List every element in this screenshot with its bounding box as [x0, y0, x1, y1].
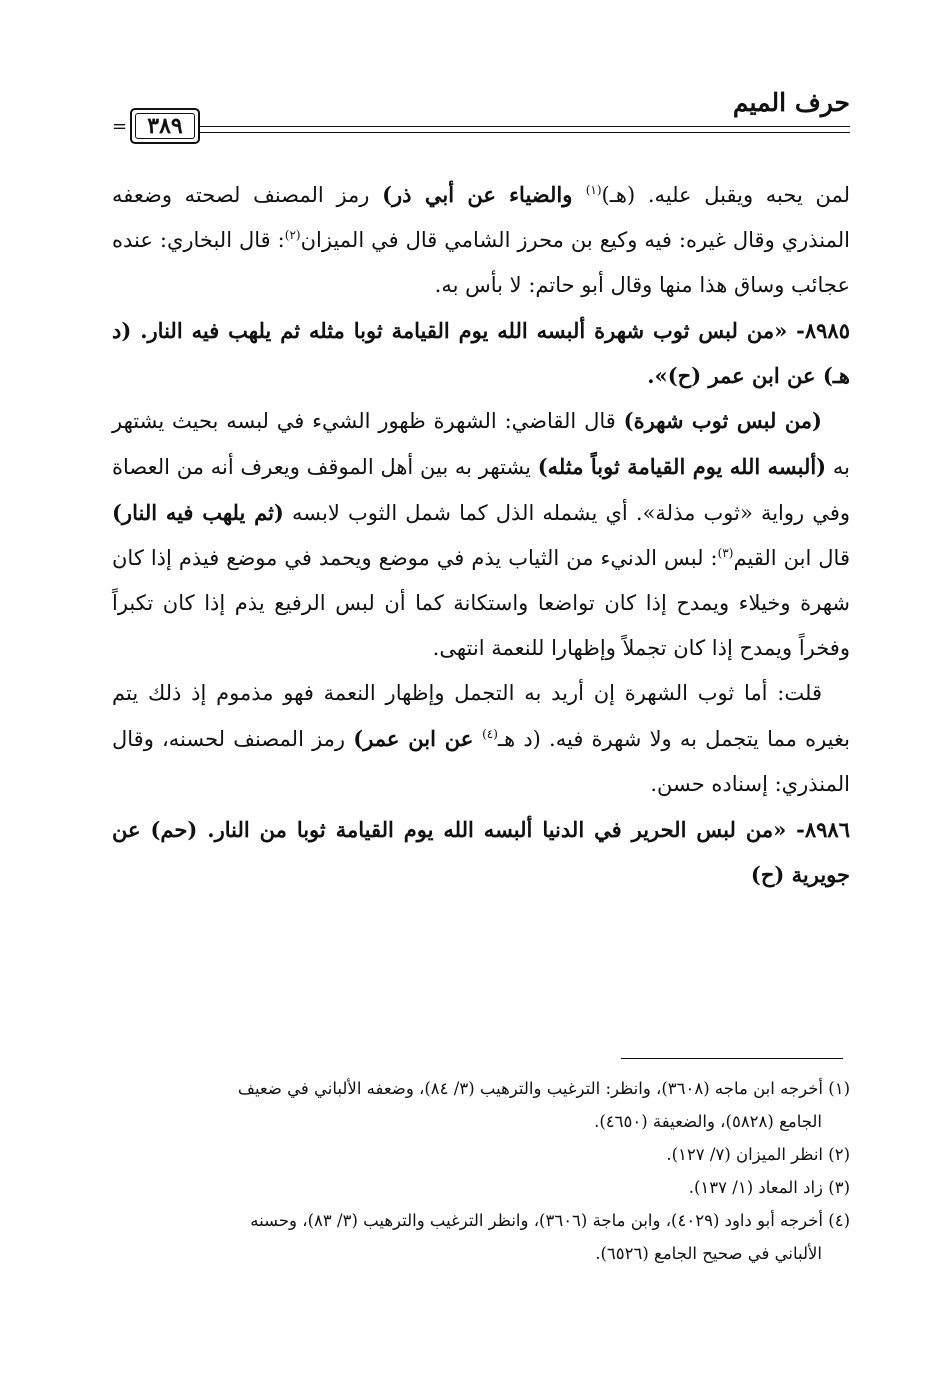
text-run: يشتهر به بين أهل الموقف ويعرف أنه من العصاة وفي رواية «ثوب مذلة». أي يشمله الذل كما شمل الثوب لابسه — [112, 455, 850, 525]
text-run: رمز المصنف لصحته وضعفه المنذري وقال غيره: فيه وكيع بن محرز الشامي قال في الميزان — [112, 183, 850, 252]
footnote-text: الجامع (٥٨٢٨)، والضعيفة (٤٦٥٠). — [594, 1112, 822, 1131]
footnotes — [112, 1072, 850, 1270]
footnote-3: (٣) زاد المعاد (١/ ١٣٧). — [688, 1178, 850, 1197]
footnote-2: (٢) انظر الميزان (٧/ ١٢٧). — [666, 1145, 850, 1164]
header-equals-mark: = — [112, 116, 128, 137]
paragraph-1 — [112, 172, 850, 308]
text-run: : لبس الدنيء من الثياب يذم في موضع ويحمد في موضع فيذم إذا كان شهرة وخيلاء ويمدح إذا كان تواضعا واستكانة كما أن لبس الرفيع يذم إذا كان تكبراً وفخراً ويمدح إذا كان تجملاً وإظهارا للنعمة انتهى. — [112, 546, 850, 660]
text-run: لمن يحبه ويقبل عليه. (هـ) — [601, 183, 850, 207]
main-text — [112, 172, 850, 897]
bold-run: (ثم يلهب فيه النار) — [112, 500, 284, 525]
footnote-ref: (١) — [585, 183, 602, 197]
page-number-box — [130, 108, 200, 144]
chapter-title: حرف الميم — [732, 88, 850, 117]
bold-run: (من لبس ثوب شهرة) — [623, 408, 822, 433]
hadith-8986: ٨٩٨٦- «من لبس الحرير في الدنيا ألبسه الله يوم القيامة ثوبا من النار. (حم) عن جويرية (ح) — [112, 817, 850, 887]
footnote-4 — [112, 1204, 850, 1270]
footnote-separator — [621, 1058, 843, 1059]
hadith-8985: ٨٩٨٥- «من لبس ثوب شهرة ألبسه الله يوم القيامة ثوبا مثله ثم يلهب فيه النار. (د هـ) عن ابن عمر (ح)». — [112, 318, 850, 388]
text-run: رمز المصنف لحسنه، وقال المنذري: إسناده حسن. — [112, 727, 850, 796]
page-header — [112, 82, 850, 152]
text-run: قلت: أما ثوب الشهرة إن أريد به التجمل وإظهار النعمة فهو مذموم إذ ذلك يتم بغيره مما يتجمل به ولا شهرة فيه. (د هـ — [112, 681, 850, 751]
bold-run: (ألبسه الله يوم القيامة ثوباً مثله) — [537, 454, 827, 479]
header-rule-bottom — [200, 132, 850, 133]
footnote-text: الألباني في صحيح الجامع (٦٥٢٦). — [595, 1244, 822, 1263]
bold-run: والضياء عن أبي ذر) — [382, 182, 586, 207]
footnote-text: (٤) أخرجه أبو داود (٤٠٢٩)، وابن ماجة (٣٦٠٦)، وانظر الترغيب والترهيب (٣/ ٨٣)، وحسنه — [250, 1211, 850, 1230]
header-double-rule — [200, 126, 850, 133]
footnote-1 — [112, 1072, 850, 1138]
paragraph-3 — [112, 671, 850, 807]
paragraph-2 — [112, 398, 850, 671]
footnote-ref: (٣) — [717, 546, 734, 560]
text-run: : قال البخاري: عنده عجائب وساق هذا منها وقال أبو حاتم: لا بأس به. — [112, 228, 850, 297]
footnote-ref: (٢) — [284, 228, 301, 242]
footnote-ref: (٤) — [482, 727, 498, 741]
page-number: ٣٨٩ — [147, 113, 183, 139]
text-run: قال ابن القيم — [733, 546, 850, 570]
footnote-text: (١) أخرجه ابن ماجه (٣٦٠٨)، وانظر: الترغيب والترهيب (٣/ ٨٤)، وضعفه الألباني في ضعيف — [237, 1079, 850, 1098]
header-rule-top — [200, 126, 850, 127]
text-run: قال القاضي: الشهرة ظهور الشيء في لبسه بحيث يشتهر به — [112, 409, 850, 479]
bold-run: عن ابن عمر) — [353, 726, 483, 751]
